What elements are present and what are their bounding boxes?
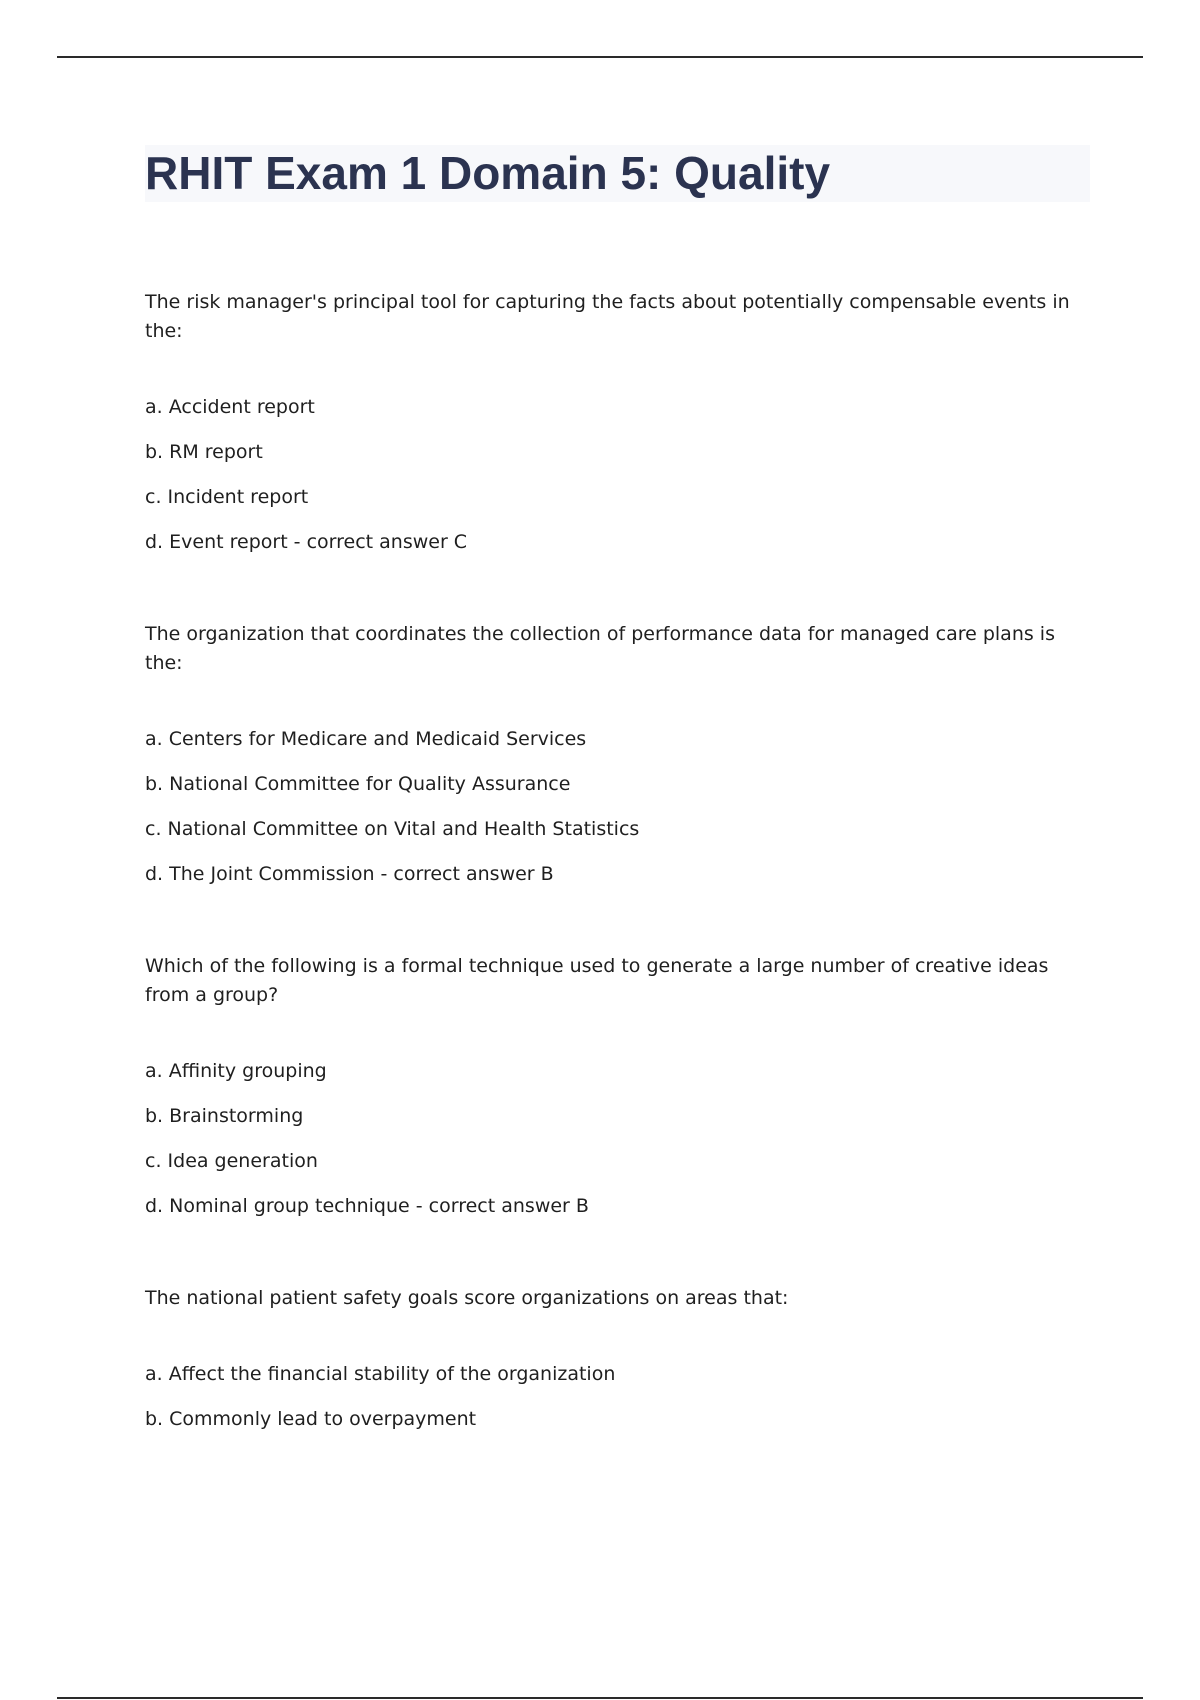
option-d: d. Event report - correct answer C xyxy=(145,531,468,553)
question-text: The national patient safety goals score organizations on areas that: xyxy=(145,1287,789,1309)
option-list xyxy=(145,1057,1090,1221)
question-block-1 xyxy=(145,288,1090,557)
option-d: d. Nominal group technique - correct answer B xyxy=(145,1195,589,1217)
question-text: The organization that coordinates the collection of performance data for managed care plans is the: xyxy=(145,623,1055,674)
option-a: a. Centers for Medicare and Medicaid Services xyxy=(145,728,587,750)
option-c: c. Incident report xyxy=(145,486,309,508)
option-b: b. RM report xyxy=(145,441,263,463)
option-a: a. Affinity grouping xyxy=(145,1060,327,1082)
option-list xyxy=(145,393,1090,557)
question-list xyxy=(145,288,1090,1497)
question-block-4 xyxy=(145,1284,1090,1434)
title-banner xyxy=(145,145,1090,202)
option-b: b. Brainstorming xyxy=(145,1105,304,1127)
option-d: d. The Joint Commission - correct answer B xyxy=(145,863,554,885)
option-b: b. National Committee for Quality Assurance xyxy=(145,773,571,795)
question-block-3 xyxy=(145,952,1090,1221)
header-rule xyxy=(57,56,1143,58)
question-text: Which of the following is a formal technique used to generate a large number of creative ideas from a group? xyxy=(145,955,1049,1006)
document-title: RHIT Exam 1 Domain 5: Quality xyxy=(145,147,831,199)
footer-rule xyxy=(57,1697,1143,1699)
option-c: c. Idea generation xyxy=(145,1150,318,1172)
option-c: c. National Committee on Vital and Health Statistics xyxy=(145,818,640,840)
option-a: a. Affect the financial stability of the organization xyxy=(145,1363,616,1385)
option-list xyxy=(145,725,1090,889)
question-text: The risk manager's principal tool for capturing the facts about potentially compensable events in the: xyxy=(145,291,1070,342)
option-list xyxy=(145,1360,1090,1434)
option-a: a. Accident report xyxy=(145,396,315,418)
question-block-2 xyxy=(145,620,1090,889)
option-b: b. Commonly lead to overpayment xyxy=(145,1408,477,1430)
